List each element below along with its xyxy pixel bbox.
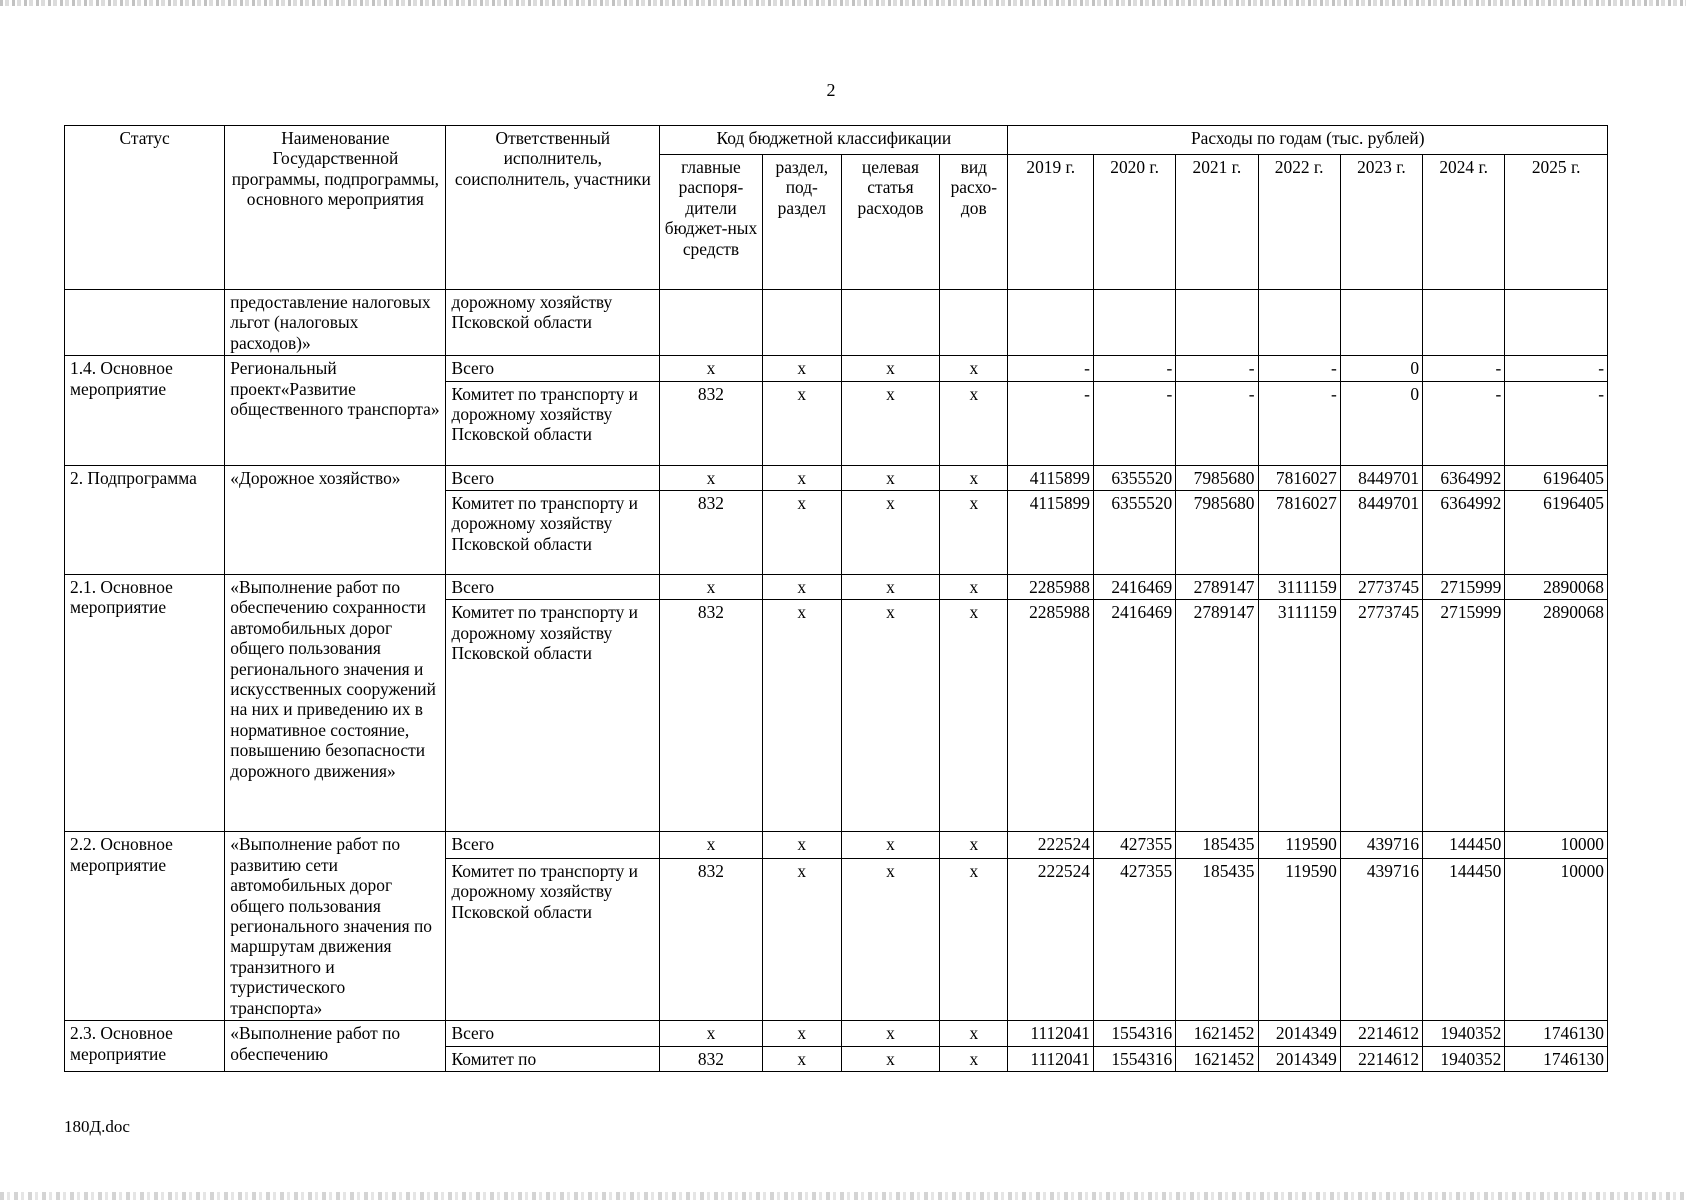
expense-value-cell: 1621452 bbox=[1176, 1046, 1258, 1071]
budget-code-cell: x bbox=[841, 356, 939, 381]
header-year: 2023 г. bbox=[1340, 155, 1422, 290]
expense-value-cell bbox=[1176, 290, 1258, 356]
expense-value-cell bbox=[1423, 290, 1505, 356]
budget-code-cell: x bbox=[940, 575, 1008, 600]
budget-code-cell: x bbox=[660, 575, 763, 600]
header-code-col: раздел, под-раздел bbox=[762, 155, 841, 290]
budget-code-cell: x bbox=[841, 832, 939, 858]
expense-value-cell: 6355520 bbox=[1093, 465, 1175, 490]
expense-value-cell: - bbox=[1505, 356, 1608, 381]
program-name-cell: предоставление налоговых льгот (налоговых расходов)» bbox=[225, 290, 446, 356]
budget-code-cell: x bbox=[762, 465, 841, 490]
header-name: Наименование Государственной программы, подпрограммы, основного мероприятия bbox=[225, 126, 446, 290]
executor-cell: Всего bbox=[446, 356, 660, 381]
expense-value-cell: 6355520 bbox=[1093, 491, 1175, 575]
expense-value-cell: 4115899 bbox=[1008, 491, 1093, 575]
expense-value-cell: - bbox=[1258, 381, 1340, 465]
expense-value-cell: - bbox=[1176, 356, 1258, 381]
expense-value-cell: 10000 bbox=[1505, 858, 1608, 1020]
header-code-col: главные распоря-дители бюджет-ных средств bbox=[660, 155, 763, 290]
expense-value-cell: 1554316 bbox=[1093, 1021, 1175, 1046]
table-body bbox=[65, 126, 1608, 1072]
budget-code-cell: x bbox=[660, 832, 763, 858]
budget-code-cell bbox=[762, 290, 841, 356]
expense-value-cell: 6196405 bbox=[1505, 491, 1608, 575]
status-cell: 2.1. Основное мероприятие bbox=[65, 575, 225, 832]
budget-code-cell: x bbox=[762, 491, 841, 575]
header-year: 2025 г. bbox=[1505, 155, 1608, 290]
expense-value-cell: 1112041 bbox=[1008, 1021, 1093, 1046]
expense-value-cell: 2890068 bbox=[1505, 575, 1608, 600]
budget-code-cell: x bbox=[940, 600, 1008, 832]
table-row bbox=[65, 356, 1608, 381]
budget-code-cell: x bbox=[660, 465, 763, 490]
program-name-cell: «Выполнение работ по развитию сети автомобильных дорог общего пользования регионального значения по маршрутам движения транзитного и туристического транспорта» bbox=[225, 832, 446, 1021]
budget-code-cell: x bbox=[940, 465, 1008, 490]
header-year: 2019 г. bbox=[1008, 155, 1093, 290]
budget-code-cell: x bbox=[660, 1021, 763, 1046]
budget-code-cell: x bbox=[940, 381, 1008, 465]
expense-value-cell: 119590 bbox=[1258, 858, 1340, 1020]
header-status: Статус bbox=[65, 126, 225, 290]
header-expense-group: Расходы по годам (тыс. рублей) bbox=[1008, 126, 1608, 155]
executor-cell: Всего bbox=[446, 1021, 660, 1046]
budget-table bbox=[64, 125, 1608, 1072]
expense-value-cell: 2715999 bbox=[1423, 575, 1505, 600]
budget-code-cell: 832 bbox=[660, 1046, 763, 1071]
budget-code-cell: x bbox=[762, 600, 841, 832]
executor-cell: Комитет по транспорту и дорожному хозяйству Псковской области bbox=[446, 381, 660, 465]
budget-code-cell: x bbox=[841, 600, 939, 832]
expense-value-cell: 0 bbox=[1340, 356, 1422, 381]
status-cell: 1.4. Основное мероприятие bbox=[65, 356, 225, 465]
executor-cell: Всего bbox=[446, 465, 660, 490]
expense-value-cell: 439716 bbox=[1340, 858, 1422, 1020]
budget-code-cell: x bbox=[940, 1021, 1008, 1046]
budget-code-cell: x bbox=[762, 832, 841, 858]
program-name-cell: Региональный проект«Развитие общественного транспорта» bbox=[225, 356, 446, 465]
header-code-group: Код бюджетной классификации bbox=[660, 126, 1008, 155]
header-year: 2021 г. bbox=[1176, 155, 1258, 290]
budget-code-cell: x bbox=[841, 575, 939, 600]
table-row bbox=[65, 832, 1608, 858]
header-year: 2024 г. bbox=[1423, 155, 1505, 290]
budget-code-cell bbox=[841, 290, 939, 356]
budget-code-cell bbox=[940, 290, 1008, 356]
executor-cell: Всего bbox=[446, 832, 660, 858]
page-number: 2 bbox=[826, 80, 836, 100]
budget-code-cell bbox=[660, 290, 763, 356]
header-row bbox=[65, 126, 1608, 155]
budget-code-cell: x bbox=[762, 575, 841, 600]
executor-cell: Всего bbox=[446, 575, 660, 600]
expense-value-cell: - bbox=[1505, 381, 1608, 465]
expense-value-cell: 7985680 bbox=[1176, 491, 1258, 575]
expense-value-cell bbox=[1340, 290, 1422, 356]
program-name-cell: «Выполнение работ по обеспечению сохранности автомобильных дорог общего пользования регионального значения и искусственных сооружений на них и приведению их в нормативное состояние, повышению безопасности дорожного движения» bbox=[225, 575, 446, 832]
expense-value-cell: 2715999 bbox=[1423, 600, 1505, 832]
budget-code-cell: x bbox=[762, 1046, 841, 1071]
header-executor: Ответственный исполнитель, соисполнитель, участники bbox=[446, 126, 660, 290]
expense-value-cell: 427355 bbox=[1093, 832, 1175, 858]
expense-value-cell: 7816027 bbox=[1258, 465, 1340, 490]
expense-value-cell: 185435 bbox=[1176, 858, 1258, 1020]
expense-value-cell: 427355 bbox=[1093, 858, 1175, 1020]
budget-code-cell: x bbox=[841, 381, 939, 465]
expense-value-cell: - bbox=[1008, 356, 1093, 381]
expense-value-cell: 6196405 bbox=[1505, 465, 1608, 490]
budget-code-cell: x bbox=[940, 356, 1008, 381]
expense-value-cell: 185435 bbox=[1176, 832, 1258, 858]
expense-value-cell: 1940352 bbox=[1423, 1046, 1505, 1071]
budget-code-cell: x bbox=[940, 858, 1008, 1020]
expense-value-cell: 439716 bbox=[1340, 832, 1422, 858]
expense-value-cell: 10000 bbox=[1505, 832, 1608, 858]
budget-code-cell: x bbox=[841, 465, 939, 490]
budget-code-cell: 832 bbox=[660, 381, 763, 465]
expense-value-cell: - bbox=[1093, 356, 1175, 381]
table-row bbox=[65, 290, 1608, 356]
expense-value-cell: 1940352 bbox=[1423, 1021, 1505, 1046]
expense-value-cell: 7816027 bbox=[1258, 491, 1340, 575]
header-year: 2022 г. bbox=[1258, 155, 1340, 290]
expense-value-cell: 2214612 bbox=[1340, 1046, 1422, 1071]
expense-value-cell: - bbox=[1423, 381, 1505, 465]
budget-code-cell: x bbox=[762, 858, 841, 1020]
expense-value-cell bbox=[1258, 290, 1340, 356]
expense-value-cell: - bbox=[1176, 381, 1258, 465]
expense-value-cell bbox=[1505, 290, 1608, 356]
table-row bbox=[65, 1021, 1608, 1046]
program-name-cell: «Дорожное хозяйство» bbox=[225, 465, 446, 574]
expense-value-cell: 222524 bbox=[1008, 832, 1093, 858]
budget-code-cell: x bbox=[841, 491, 939, 575]
expense-value-cell: 4115899 bbox=[1008, 465, 1093, 490]
executor-cell: Комитет по транспорту и дорожному хозяйству Псковской области bbox=[446, 491, 660, 575]
scan-edge-bottom bbox=[0, 1192, 1686, 1200]
budget-code-cell: x bbox=[940, 832, 1008, 858]
expense-value-cell: 1746130 bbox=[1505, 1021, 1608, 1046]
expense-value-cell: - bbox=[1008, 381, 1093, 465]
expense-value-cell: 2416469 bbox=[1093, 575, 1175, 600]
expense-value-cell: 2285988 bbox=[1008, 600, 1093, 832]
expense-value-cell: 2214612 bbox=[1340, 1021, 1422, 1046]
budget-code-cell: x bbox=[762, 381, 841, 465]
executor-cell: Комитет по транспорту и дорожному хозяйству Псковской области bbox=[446, 858, 660, 1020]
status-cell: 2. Подпрограмма bbox=[65, 465, 225, 574]
budget-code-cell: x bbox=[762, 1021, 841, 1046]
expense-value-cell: 144450 bbox=[1423, 832, 1505, 858]
expense-value-cell: 2773745 bbox=[1340, 600, 1422, 832]
expense-value-cell: 6364992 bbox=[1423, 465, 1505, 490]
expense-value-cell: 119590 bbox=[1258, 832, 1340, 858]
header-year: 2020 г. bbox=[1093, 155, 1175, 290]
expense-value-cell: 2789147 bbox=[1176, 575, 1258, 600]
status-cell bbox=[65, 290, 225, 356]
budget-code-cell: x bbox=[940, 1046, 1008, 1071]
expense-value-cell: 0 bbox=[1340, 381, 1422, 465]
footer-filename: 180Д.doc bbox=[64, 1117, 130, 1136]
executor-cell: дорожному хозяйству Псковской области bbox=[446, 290, 660, 356]
expense-value-cell: 144450 bbox=[1423, 858, 1505, 1020]
expense-value-cell: 3111159 bbox=[1258, 600, 1340, 832]
expense-value-cell: - bbox=[1258, 356, 1340, 381]
expense-value-cell: 2890068 bbox=[1505, 600, 1608, 832]
budget-code-cell: x bbox=[762, 356, 841, 381]
budget-code-cell: x bbox=[841, 1021, 939, 1046]
executor-cell: Комитет по транспорту и дорожному хозяйству Псковской области bbox=[446, 600, 660, 832]
status-cell: 2.3. Основное мероприятие bbox=[65, 1021, 225, 1072]
expense-value-cell bbox=[1093, 290, 1175, 356]
expense-value-cell: 8449701 bbox=[1340, 465, 1422, 490]
table-row bbox=[65, 575, 1608, 600]
header-code-col: вид расхо-дов bbox=[940, 155, 1008, 290]
budget-code-cell: x bbox=[940, 491, 1008, 575]
budget-code-cell: x bbox=[660, 356, 763, 381]
expense-value-cell: 2773745 bbox=[1340, 575, 1422, 600]
budget-code-cell: x bbox=[841, 1046, 939, 1071]
expense-value-cell: 2789147 bbox=[1176, 600, 1258, 832]
budget-code-cell: 832 bbox=[660, 491, 763, 575]
program-name-cell: «Выполнение работ по обеспечению bbox=[225, 1021, 446, 1072]
expense-value-cell: 1554316 bbox=[1093, 1046, 1175, 1071]
budget-code-cell: x bbox=[841, 858, 939, 1020]
executor-cell: Комитет по bbox=[446, 1046, 660, 1071]
expense-value-cell: 3111159 bbox=[1258, 575, 1340, 600]
status-cell: 2.2. Основное мероприятие bbox=[65, 832, 225, 1021]
expense-value-cell: 2014349 bbox=[1258, 1021, 1340, 1046]
expense-value-cell: 7985680 bbox=[1176, 465, 1258, 490]
expense-value-cell: 2014349 bbox=[1258, 1046, 1340, 1071]
header-code-col: целевая статья расходов bbox=[841, 155, 939, 290]
budget-code-cell: 832 bbox=[660, 600, 763, 832]
expense-value-cell bbox=[1008, 290, 1093, 356]
expense-value-cell: 6364992 bbox=[1423, 491, 1505, 575]
expense-value-cell: - bbox=[1093, 381, 1175, 465]
expense-value-cell: 8449701 bbox=[1340, 491, 1422, 575]
expense-value-cell: - bbox=[1423, 356, 1505, 381]
expense-value-cell: 2285988 bbox=[1008, 575, 1093, 600]
table-row bbox=[65, 465, 1608, 490]
expense-value-cell: 1746130 bbox=[1505, 1046, 1608, 1071]
expense-value-cell: 1112041 bbox=[1008, 1046, 1093, 1071]
expense-value-cell: 1621452 bbox=[1176, 1021, 1258, 1046]
expense-value-cell: 2416469 bbox=[1093, 600, 1175, 832]
scan-edge-top bbox=[0, 0, 1686, 6]
budget-code-cell: 832 bbox=[660, 858, 763, 1020]
expense-value-cell: 222524 bbox=[1008, 858, 1093, 1020]
